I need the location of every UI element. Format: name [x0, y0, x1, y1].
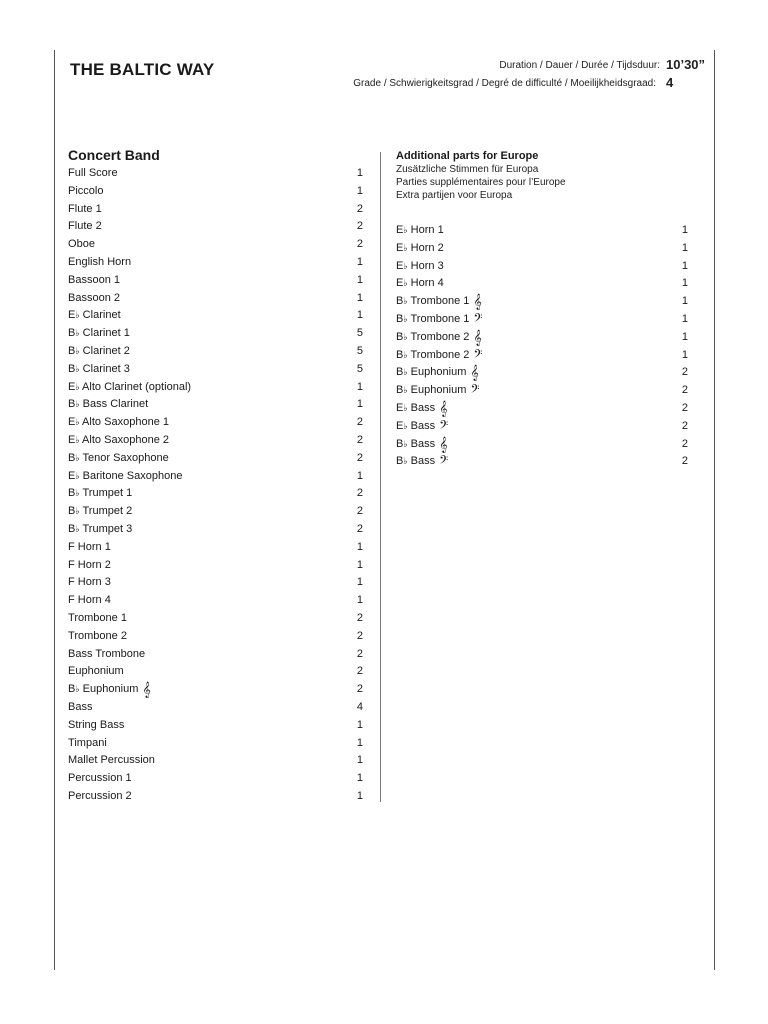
part-row — [68, 201, 368, 219]
part-name: Bassoon 2 — [68, 291, 121, 304]
part-count: 2 — [356, 522, 363, 535]
part-row — [68, 557, 368, 575]
part-count: 2 — [681, 401, 688, 414]
part-name: B♭ Trumpet 2 — [68, 505, 133, 518]
part-row — [68, 468, 368, 486]
part-row — [68, 432, 368, 450]
part-count: 1 — [681, 330, 688, 343]
part-count: 2 — [356, 451, 363, 464]
part-name: F Horn 4 — [68, 594, 111, 607]
part-count: 1 — [681, 295, 688, 308]
europe-parts-list — [396, 222, 696, 471]
part-row — [68, 485, 368, 503]
part-name: String Bass — [68, 718, 125, 731]
grade-label: Grade / Schwierigkeitsgrad / Degré de difficulté / Moeilijkheidsgraad: — [353, 78, 656, 89]
part-row — [396, 222, 696, 240]
part-row — [68, 343, 368, 361]
part-count: 2 — [356, 202, 363, 215]
part-count: 1 — [681, 241, 688, 254]
part-row — [68, 735, 368, 753]
duration-row — [0, 60, 660, 74]
part-count: 2 — [356, 433, 363, 446]
part-name: Oboe — [68, 238, 95, 251]
part-row — [68, 752, 368, 770]
part-row — [396, 382, 696, 400]
part-row — [68, 290, 368, 308]
part-count: 2 — [356, 683, 363, 696]
part-name: Mallet Percussion — [68, 754, 155, 767]
part-row — [396, 311, 696, 329]
part-name: Euphonium — [68, 665, 124, 678]
part-row — [68, 592, 368, 610]
part-row — [68, 539, 368, 557]
part-row — [396, 258, 696, 276]
part-name: E♭ Bass 𝄞 — [396, 400, 448, 417]
part-row — [68, 610, 368, 628]
part-row — [68, 165, 368, 183]
part-name: E♭ Baritone Saxophone — [68, 469, 183, 482]
duration-label: Duration / Dauer / Durée / Tijdsduur: — [499, 60, 660, 71]
part-count: 1 — [356, 576, 363, 589]
part-name: Percussion 1 — [68, 772, 132, 785]
europe-heading: Additional parts for Europe — [396, 150, 539, 162]
part-row — [396, 293, 696, 311]
part-count: 1 — [356, 754, 363, 767]
part-row — [68, 450, 368, 468]
part-row — [396, 240, 696, 258]
part-count: 2 — [356, 647, 363, 660]
part-row — [68, 218, 368, 236]
part-row — [68, 663, 368, 681]
part-name: E♭ Alto Saxophone 1 — [68, 416, 169, 429]
part-row — [396, 347, 696, 365]
part-count: 2 — [356, 416, 363, 429]
part-row — [68, 770, 368, 788]
part-count: 2 — [681, 419, 688, 432]
part-count: 2 — [356, 505, 363, 518]
part-name: Bassoon 1 — [68, 273, 121, 286]
part-row — [396, 400, 696, 418]
part-name: Bass Trombone — [68, 647, 146, 660]
concert-band-heading: Concert Band — [68, 147, 160, 163]
part-count: 1 — [681, 259, 688, 272]
part-row — [68, 503, 368, 521]
part-name: B♭ Bass 𝄞 — [396, 436, 448, 453]
part-name: F Horn 3 — [68, 576, 111, 589]
part-row — [396, 275, 696, 293]
part-count: 5 — [356, 344, 363, 357]
part-count: 1 — [356, 309, 363, 322]
part-row — [68, 236, 368, 254]
part-name: English Horn — [68, 255, 132, 268]
part-row — [68, 574, 368, 592]
part-name: B♭ Bass Clarinet — [68, 398, 149, 411]
part-name: Timpani — [68, 736, 107, 749]
part-row — [68, 396, 368, 414]
part-row — [68, 272, 368, 290]
part-count: 2 — [356, 238, 363, 251]
part-name: B♭ Trumpet 1 — [68, 487, 133, 500]
part-name: E♭ Horn 2 — [396, 241, 444, 254]
part-count: 2 — [681, 384, 688, 397]
part-row — [396, 329, 696, 347]
part-row — [68, 646, 368, 664]
left-border-line — [54, 50, 55, 970]
europe-subtitle-fr: Parties supplémentaires pour l’Europe — [396, 177, 566, 188]
part-count: 1 — [681, 348, 688, 361]
part-name: E♭ Horn 4 — [396, 277, 444, 290]
part-row — [68, 521, 368, 539]
part-name: Full Score — [68, 167, 118, 179]
part-count: 1 — [356, 772, 363, 785]
part-count: 1 — [356, 273, 363, 286]
part-count: 5 — [356, 327, 363, 340]
part-row — [68, 254, 368, 272]
part-name: Piccolo — [68, 184, 104, 197]
part-count: 1 — [356, 718, 363, 731]
part-row — [68, 361, 368, 379]
part-name: F Horn 1 — [68, 540, 111, 553]
part-count: 1 — [681, 277, 688, 290]
part-count: 4 — [356, 700, 363, 713]
europe-subtitle-de: Zusätzliche Stimmen für Europa — [396, 164, 539, 175]
part-row — [68, 681, 368, 699]
column-divider — [380, 152, 381, 802]
part-count: 1 — [356, 167, 363, 179]
part-row — [68, 307, 368, 325]
europe-subtitle-nl: Extra partijen voor Europa — [396, 190, 513, 201]
part-count: 1 — [356, 380, 363, 393]
part-count: 1 — [356, 594, 363, 607]
part-count: 1 — [356, 558, 363, 571]
part-row — [68, 628, 368, 646]
part-row — [68, 788, 368, 806]
part-name: E♭ Clarinet — [68, 309, 121, 322]
part-name: B♭ Euphonium 𝄞 — [396, 365, 479, 382]
part-name: B♭ Clarinet 2 — [68, 344, 130, 357]
part-name: B♭ Trombone 2 𝄞 — [396, 329, 482, 346]
part-name: Percussion 2 — [68, 789, 132, 802]
part-row — [68, 325, 368, 343]
part-count: 2 — [681, 366, 688, 379]
part-row — [68, 183, 368, 201]
part-row — [68, 379, 368, 397]
part-count: 1 — [356, 291, 363, 304]
part-name: Trombone 2 — [68, 629, 127, 642]
part-count: 1 — [356, 789, 363, 802]
part-count: 2 — [681, 455, 688, 468]
part-name: B♭ Clarinet 3 — [68, 362, 130, 375]
part-name: B♭ Tenor Saxophone — [68, 451, 169, 464]
part-name: B♭ Trumpet 3 — [68, 522, 133, 535]
part-name: B♭ Clarinet 1 — [68, 327, 130, 340]
part-count: 2 — [356, 220, 363, 233]
part-name: B♭ Euphonium 𝄞 — [68, 682, 151, 699]
part-count: 1 — [356, 398, 363, 411]
part-name: B♭ Trombone 1 𝄢 — [396, 311, 483, 328]
part-count: 1 — [356, 540, 363, 553]
part-row — [68, 414, 368, 432]
part-count: 5 — [356, 362, 363, 375]
grade-row — [0, 78, 656, 92]
part-name: Flute 2 — [68, 220, 102, 233]
concert-band-parts-list — [68, 165, 368, 806]
part-row — [396, 453, 696, 471]
part-row — [396, 418, 696, 436]
part-name: Flute 1 — [68, 202, 102, 215]
right-border-line — [714, 50, 715, 970]
part-name: Trombone 1 — [68, 611, 127, 624]
part-name: E♭ Alto Clarinet (optional) — [68, 380, 192, 393]
part-count: 1 — [356, 184, 363, 197]
grade-value: 4 — [666, 75, 674, 90]
part-count: 1 — [356, 255, 363, 268]
part-row — [396, 436, 696, 454]
part-row — [68, 717, 368, 735]
part-name: E♭ Alto Saxophone 2 — [68, 433, 169, 446]
part-count: 1 — [356, 469, 363, 482]
piece-title: THE BALTIC WAY — [70, 60, 215, 79]
part-name: B♭ Euphonium 𝄢 — [396, 383, 480, 400]
duration-value: 10’30” — [666, 57, 706, 72]
part-name: Bass — [68, 700, 93, 713]
part-count: 2 — [356, 611, 363, 624]
part-count: 2 — [681, 437, 688, 450]
part-name: B♭ Trombone 1 𝄞 — [396, 294, 482, 311]
part-row — [68, 699, 368, 717]
part-name: E♭ Horn 1 — [396, 224, 444, 236]
part-name: B♭ Bass 𝄢 — [396, 454, 449, 471]
part-count: 1 — [356, 736, 363, 749]
part-count: 1 — [681, 224, 688, 236]
part-name: E♭ Horn 3 — [396, 259, 444, 272]
part-count: 2 — [356, 629, 363, 642]
part-name: B♭ Trombone 2 𝄢 — [396, 347, 483, 364]
part-count: 2 — [356, 487, 363, 500]
part-name: E♭ Bass 𝄢 — [396, 418, 449, 435]
part-name: F Horn 2 — [68, 558, 111, 571]
part-count: 2 — [356, 665, 363, 678]
part-row — [396, 364, 696, 382]
part-count: 1 — [681, 312, 688, 325]
